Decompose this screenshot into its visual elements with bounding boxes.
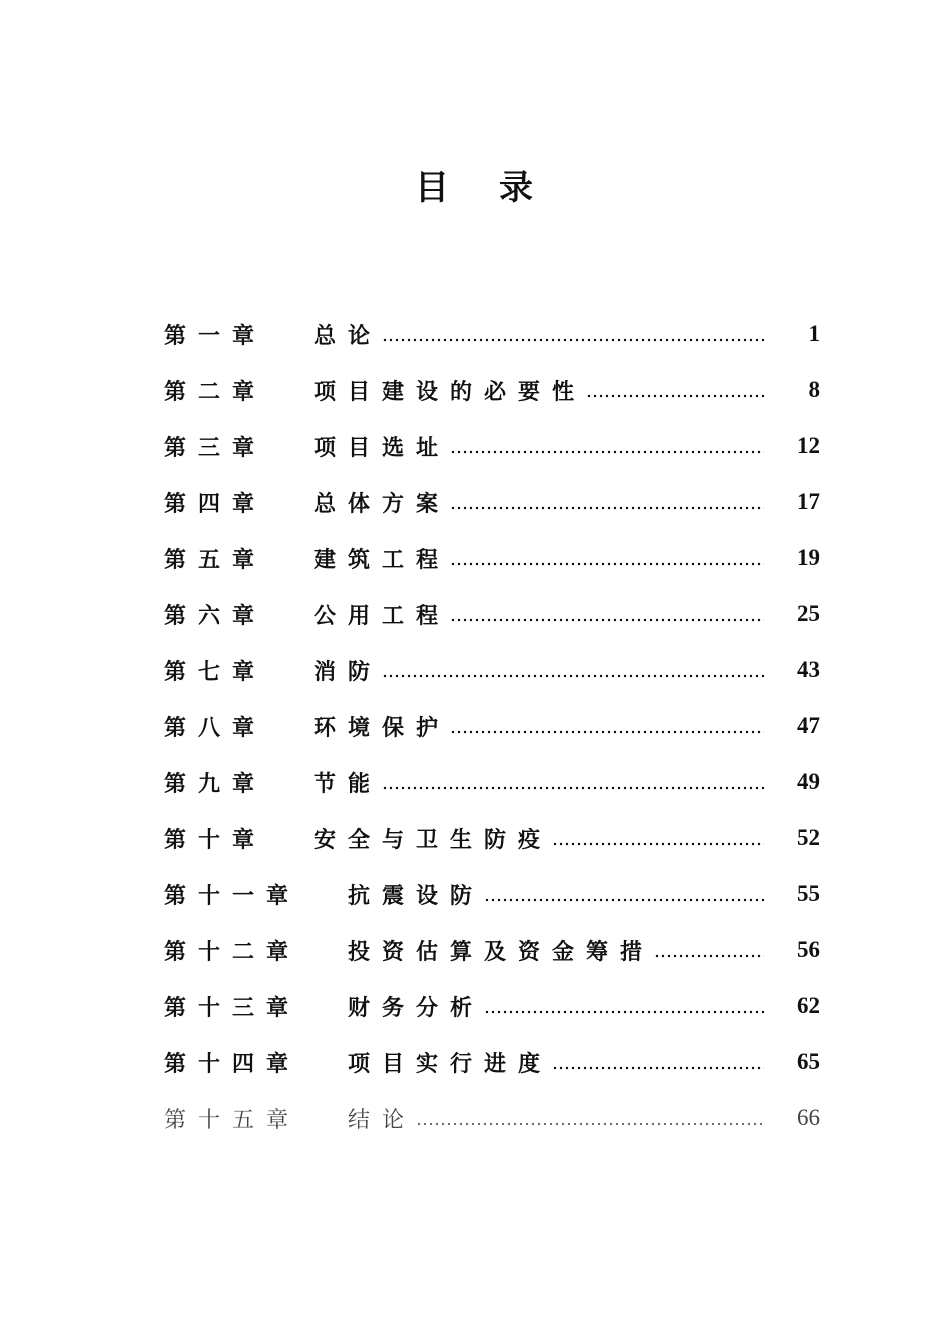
toc-chapter-label: 第十二章 xyxy=(164,938,301,965)
toc-chapter-label: 第七章 xyxy=(164,658,267,685)
toc-chapter-title: 项目实行进度 xyxy=(348,1050,553,1077)
toc-entry[interactable] xyxy=(164,418,820,474)
toc-dot-leader xyxy=(450,617,764,623)
toc-page-number: 19 xyxy=(797,545,820,570)
toc-dot-leader xyxy=(382,785,764,791)
toc-chapter-title: 环境保护 xyxy=(314,714,451,741)
toc-page-number: 52 xyxy=(797,825,820,850)
toc-chapter-label: 第八章 xyxy=(164,714,267,741)
toc-chapter-label: 第十章 xyxy=(164,826,267,853)
toc-entry[interactable] xyxy=(164,1034,820,1090)
toc-chapter-label: 第五章 xyxy=(164,546,267,573)
toc-chapter-label: 第一章 xyxy=(164,322,267,349)
toc-dot-leader xyxy=(484,1009,764,1015)
toc-chapter-title: 财务分析 xyxy=(348,994,485,1021)
page-title xyxy=(0,160,950,209)
toc-entry[interactable] xyxy=(164,754,820,810)
toc-page-number: 55 xyxy=(797,881,820,906)
toc-chapter-label: 第六章 xyxy=(164,602,267,629)
toc-chapter-title: 总体方案 xyxy=(314,490,451,517)
toc-entry[interactable] xyxy=(164,1090,820,1146)
toc-entry[interactable] xyxy=(164,530,820,586)
toc-chapter-title: 节能 xyxy=(314,770,383,797)
toc-page-number: 62 xyxy=(797,993,820,1018)
toc-entry[interactable] xyxy=(164,306,820,362)
toc-dot-leader xyxy=(586,393,764,399)
toc-entry[interactable] xyxy=(164,810,820,866)
toc-page-number: 17 xyxy=(797,489,820,514)
toc-dot-leader xyxy=(416,1121,764,1127)
toc-chapter-title: 投资估算及资金筹措 xyxy=(348,938,655,965)
toc-chapter-title: 总论 xyxy=(314,322,383,349)
toc-chapter-title: 项目建设的必要性 xyxy=(314,378,587,405)
toc-entry[interactable] xyxy=(164,362,820,418)
toc-chapter-label: 第十四章 xyxy=(164,1050,301,1077)
toc-page-number: 65 xyxy=(797,1049,820,1074)
toc-entry[interactable] xyxy=(164,922,820,978)
toc-chapter-title: 抗震设防 xyxy=(348,882,485,909)
toc-chapter-label: 第四章 xyxy=(164,490,267,517)
toc-page-number: 47 xyxy=(797,713,820,738)
toc-page-number: 43 xyxy=(797,657,820,682)
toc-dot-leader xyxy=(552,1065,764,1071)
toc-chapter-label: 第二章 xyxy=(164,378,267,405)
toc-entry[interactable] xyxy=(164,474,820,530)
title-char-2: 录 xyxy=(499,168,535,208)
toc-page-number: 12 xyxy=(797,433,820,458)
title-char-1: 目 xyxy=(415,168,451,208)
toc-chapter-label: 第十一章 xyxy=(164,882,301,909)
toc-chapter-title: 建筑工程 xyxy=(314,546,451,573)
toc-page-number: 49 xyxy=(797,769,820,794)
toc-chapter-title: 消防 xyxy=(314,658,383,685)
toc-chapter-title: 项目选址 xyxy=(314,434,451,461)
toc-dot-leader xyxy=(450,561,764,567)
toc-dot-leader xyxy=(450,505,764,511)
toc-dot-leader xyxy=(552,841,764,847)
toc-dot-leader xyxy=(382,673,764,679)
toc-dot-leader xyxy=(654,953,764,959)
table-of-contents xyxy=(164,306,820,1146)
toc-page-number: 8 xyxy=(808,377,820,402)
toc-entry[interactable] xyxy=(164,866,820,922)
toc-chapter-title: 结论 xyxy=(348,1107,417,1133)
toc-chapter-title: 公用工程 xyxy=(314,602,451,629)
toc-page-number: 56 xyxy=(797,937,820,962)
toc-chapter-label: 第十三章 xyxy=(164,994,301,1021)
toc-chapter-label: 第十五章 xyxy=(164,1107,301,1133)
toc-entry[interactable] xyxy=(164,978,820,1034)
toc-chapter-label: 第九章 xyxy=(164,770,267,797)
toc-entry[interactable] xyxy=(164,642,820,698)
toc-entry[interactable] xyxy=(164,698,820,754)
toc-dot-leader xyxy=(484,897,764,903)
toc-page-number: 1 xyxy=(808,321,820,346)
toc-entry[interactable] xyxy=(164,586,820,642)
toc-dot-leader xyxy=(382,337,764,343)
toc-page-number: 66 xyxy=(797,1105,820,1130)
toc-page-number: 25 xyxy=(797,601,820,626)
toc-chapter-title: 安全与卫生防疫 xyxy=(314,826,553,853)
toc-dot-leader xyxy=(450,449,764,455)
toc-chapter-label: 第三章 xyxy=(164,434,267,461)
toc-dot-leader xyxy=(450,729,764,735)
